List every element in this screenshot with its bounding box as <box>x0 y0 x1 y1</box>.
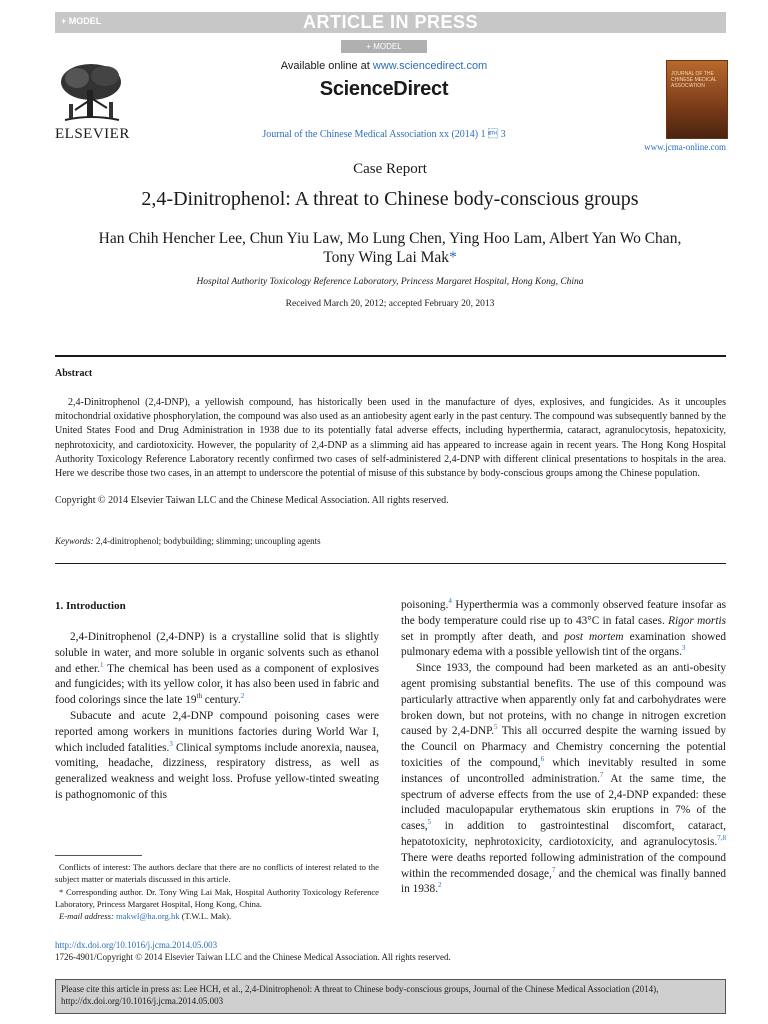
paragraph: Since 1933, the compound had been marketed as an anti-obesity agent promising substantial benefits. The use of this compound was particularly attractive when apparently only fat and carbohydrates were broken down, but not proteins, with no change in nitrogen excretion caused by 2,4-DNP.$^5$ This all occurred despite the warning issued by the Council on Pharmacy and Chemistry concerning the potential toxicities of the compound,$^6$ which inevitably resulted in some instances of uncontrolled administration.$^7$ At the same time, the spectrum of adverse effects from the use of 2,4-DNP expanded: these included maculopapular erythematous skin eruptions in 7% of the cases,$^5$ in addition to gastrointestinal discomfort, cataract, hepatotoxicity, nephrotoxicity, cardiotoxicity, and agranulocytosis.$^{7,8}$ There were deaths reported following administration of the compound within the recommended dosage,$^7$ and the chemical was finally banned in 1938.$^2$ <box>401 662 727 896</box>
journal-cover-image <box>666 60 728 139</box>
author-list <box>30 229 750 267</box>
footnotes <box>55 861 379 922</box>
corresponding-footnote: * Corresponding author. Dr. Tony Wing Lai Mak, Hospital Authority Toxicology Reference Laboratory, Princess Margaret Hospital, Hong Kong, China. <box>55 886 379 909</box>
available-prefix: Available online at <box>280 60 373 72</box>
reference-link[interactable]: 2 <box>240 692 245 701</box>
conflicts-footnote: Conflicts of interest: The authors declare that there are no conflicts of interest related to the subject matter or materials discussed in this article. <box>55 862 379 885</box>
left-column-text <box>55 630 379 804</box>
model-chip: + MODEL <box>341 40 427 53</box>
reference-link[interactable]: 5 <box>493 723 498 732</box>
keywords-label: Keywords: <box>55 536 94 546</box>
reference-link[interactable]: 7 <box>599 771 604 779</box>
email-label: E-mail address: <box>59 911 114 922</box>
reference-link[interactable]: 4 <box>448 597 452 606</box>
paragraph: Subacute and acute 2,4-DNP compound poisoning cases were reported among workers in munitions factories during World War I, which included fatalities.$^3$ Clinical symptoms include anorexia, nausea, vomiting, headache, dizziness, respiratory distress, as well as generalized weakness and weight loss. Profuse yellow-tinted sweating is pathognomonic of this <box>55 709 379 801</box>
keywords-text: 2,4-dinitrophenol; bodybuilding; slimming; uncoupling agents <box>95 536 321 546</box>
received-dates: Received March 20, 2012; accepted February 20, 2013 <box>285 299 495 309</box>
reference-link[interactable]: 1 <box>99 660 104 669</box>
model-label: + MODEL <box>61 16 102 26</box>
article-type: Case Report <box>353 161 427 177</box>
paragraph: poisoning.$^4$ Hyperthermia was a commonly observed feature insofar as the body temperature could rise up to 43°C in fatal cases. Rigor mortis set in promptly after death, and post mortem examination showed pulmonary edema with a possible yellowish tint of the organs.$^3$ <box>401 597 726 659</box>
sciencedirect-wordmark: ScienceDirect <box>319 78 449 100</box>
reference-link[interactable]: 7,8 <box>717 834 726 843</box>
reference-link[interactable]: 3 <box>169 739 173 748</box>
right-column-text <box>401 598 726 898</box>
journal-citation-line: Journal of the Chinese Medical Association xx (2014) 1  3 <box>262 129 506 140</box>
reference-link[interactable]: 2 <box>438 881 442 890</box>
footnote-divider <box>55 855 142 856</box>
authors-line-2: Tony Wing Lai Mak <box>323 249 450 266</box>
abstract-heading: Abstract <box>55 368 93 379</box>
authors-line-1: Han Chih Hencher Lee, Chun Yiu Law, Mo Lung Chen, Ying Hoo Lam, Albert Yan Wo Chan, <box>98 230 682 247</box>
keywords <box>55 536 321 546</box>
doi-link[interactable]: http://dx.doi.org/10.1016/j.jcma.2014.05.003 <box>55 940 218 950</box>
issn-copyright: 1726-4901/Copyright © 2014 Elsevier Taiwan LLC and the Chinese Medical Association. All rights reserved. <box>55 952 451 962</box>
divider <box>55 563 726 564</box>
abstract-text: 2,4-Dinitrophenol (2,4-DNP), a yellowish compound, has historically been used in the manufacture of dyes, explosives, and fungicides. As it uncouples mitochondrial oxidative phosphorylation, the compound was also used as an antiobesity agent early in the past century. The compound was subsequently banned by the United States Food and Drug Administration in 1938 due to its potentially fatal adverse effects, including hyperthermia, cataract, agranulocytosis, hepatoxicity, nephrotoxicity, and cardiotoxicity. However, the popularity of 2,4-DNP as a slimming aid has appeared to increase again in recent years. The Hong Kong Hospital Authority Toxicology Reference Laboratory recently confirmed two cases of self-administered 2,4-DNP with different clinical presentations to hospitals in the area. Here we describe those two cases, in an attempt to underscore the potential of misuse of this substance by body-conscious groups among the Chinese population. <box>55 397 726 480</box>
journal-url-link[interactable]: www.jcma-online.com <box>644 142 726 152</box>
reference-link[interactable]: 3 <box>681 644 686 653</box>
citation-text: Please cite this article in press as: Lee HCH, et al., 2,4-Dinitrophenol: A threat to Chinese body-conscious groups, Journal of the Chinese Medical Association (2014), http://dx.doi.org/10.1016/j.jcma.2014.05.003 <box>61 984 659 1006</box>
section-heading-introduction: 1. Introduction <box>55 600 126 612</box>
article-in-press-title: ARTICLE IN PRESS <box>302 12 479 32</box>
affiliation: Hospital Authority Toxicology Reference Laboratory, Princess Margaret Hospital, Hong Kong, China <box>196 277 584 287</box>
citation-box <box>55 979 726 1014</box>
corresponding-author-link[interactable]: * <box>449 249 457 266</box>
article-title: 2,4-Dinitrophenol: A threat to Chinese body-conscious groups <box>141 188 639 210</box>
abstract-copyright: Copyright © 2014 Elsevier Taiwan LLC and the Chinese Medical Association. All rights reserved. <box>55 495 449 506</box>
paragraph: 2,4-Dinitrophenol (2,4-DNP) is a crystalline solid that is slightly soluble in water, and more soluble in organic solvents such as ethanol and ether.$^1$ The chemical has been used as a component of explosives and fungicides; with its yellow color, it has also been used in fabric and food colorings since the late 19th century.$^2$ <box>55 631 379 707</box>
reference-link[interactable]: 6 <box>540 755 545 764</box>
available-online <box>0 60 768 72</box>
publisher-name: ELSEVIER <box>55 126 130 142</box>
article-in-press-banner <box>55 12 726 33</box>
sciencedirect-link[interactable]: www.sciencedirect.com <box>372 60 488 72</box>
reference-link[interactable]: 7 <box>551 865 556 874</box>
divider <box>55 355 726 357</box>
journal-cover-title: JOURNAL OF THE CHINESE MEDICAL ASSOCIATION <box>671 71 717 89</box>
reference-link[interactable]: 5 <box>427 818 432 827</box>
email-link[interactable]: makwl@ha.org.hk <box>115 911 180 922</box>
email-footnote: E-mail address: makwl@ha.org.hk (T.W.L. Mak). <box>59 911 232 922</box>
